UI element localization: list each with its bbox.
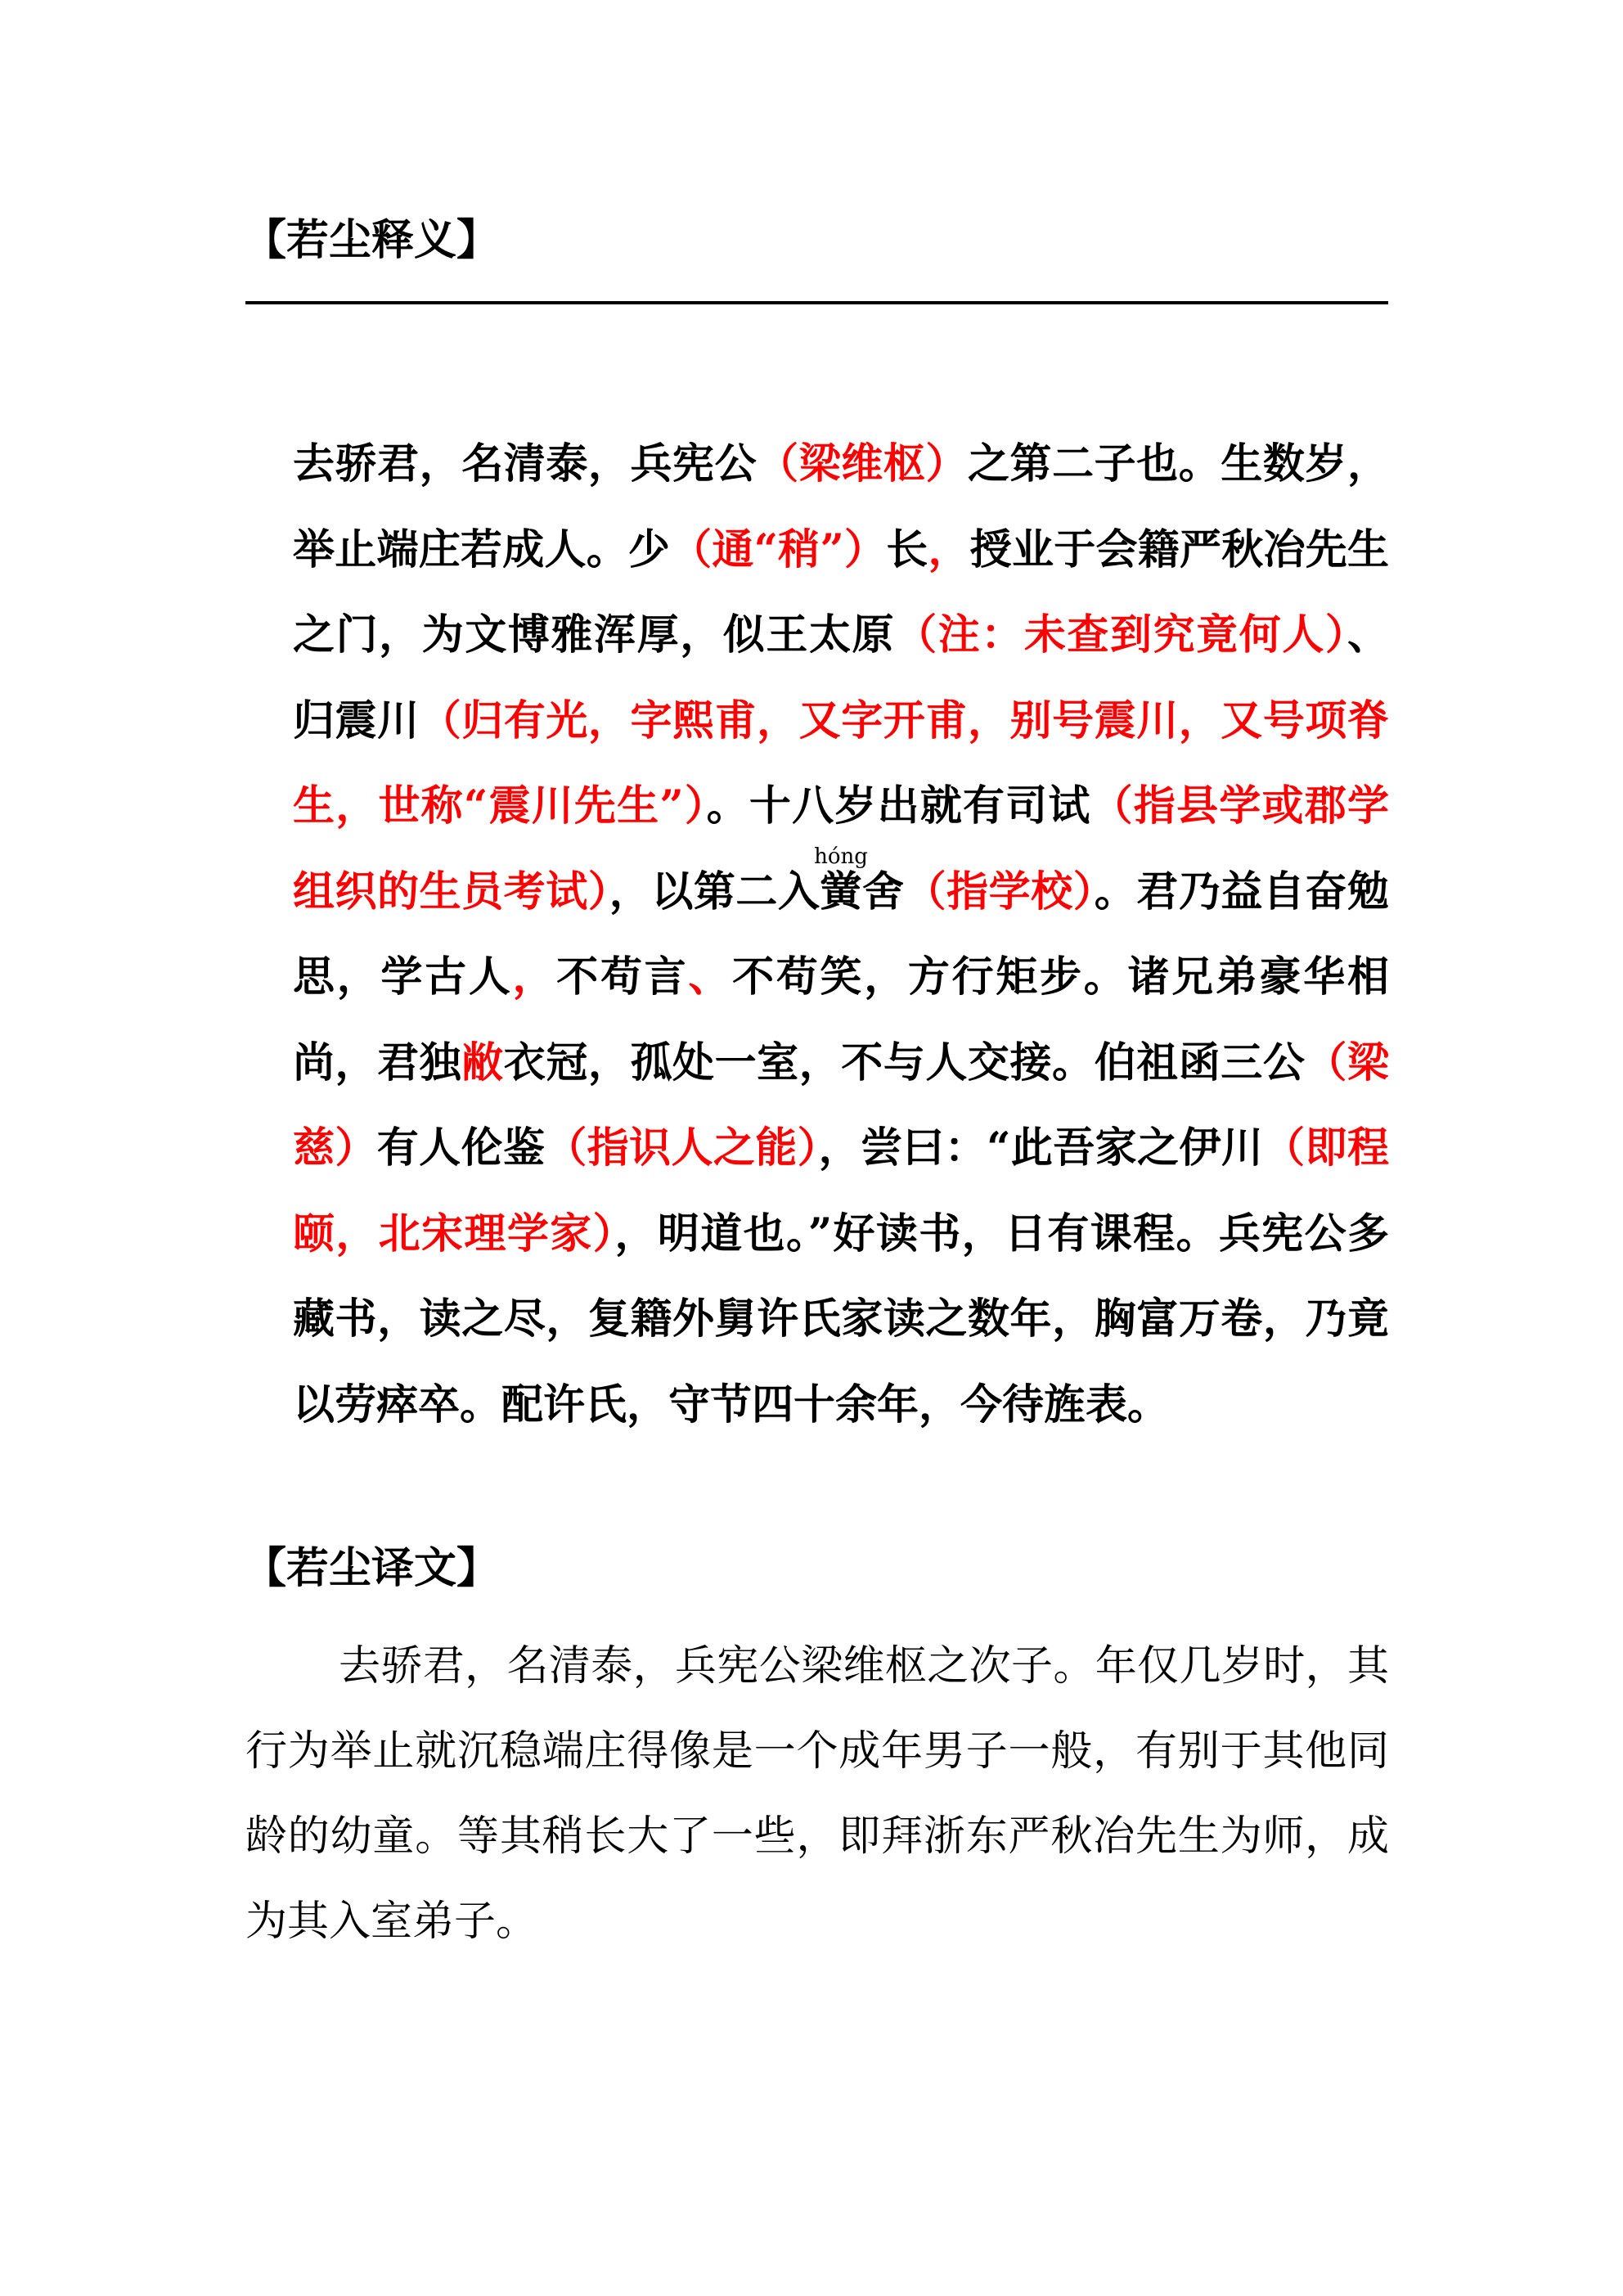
annotation-text: 敝 [461, 1038, 504, 1087]
horizontal-rule [245, 301, 1388, 304]
annotation-text: （即程颐，北宋理学家） [293, 1123, 1389, 1258]
section-heading-shiyi: 【若尘释义】 [244, 215, 500, 265]
original-text-run: 有人伦鉴 [376, 1123, 546, 1173]
annotation-text: （指识人之能） [545, 1123, 819, 1173]
annotation-text: （注：未查到究竟何人） [895, 610, 1347, 660]
annotation-text: ， [512, 952, 557, 1002]
original-text-run: 不苟笑，方行矩步。诸兄弟豪华相尚，君独 [293, 952, 1389, 1087]
original-text-run: 之第二子也。生数岁，举止端庄若成人。少 [293, 439, 1389, 574]
annotation-text: （归有光，字熙甫，又字开甫，别号震川，又号项脊生，世称“震川先生”） [293, 696, 1389, 831]
annotation-text: （指县学或郡学组织的生员考试） [293, 781, 1389, 916]
original-text-paragraph [293, 421, 1389, 1447]
translation-paragraph: 去骄君，名清泰，兵宪公梁维枢之次子。年仅几岁时，其行为举止就沉稳端庄得像是一个成年男子一般，有别于其他同龄的幼童。等其稍长大了一些，即拜浙东严秋冶先生为师，成为其入室弟子。 [245, 1642, 1389, 1946]
annotation-text: （通“稍”） [670, 524, 887, 574]
original-text-run: 去骄君，名清泰，兵宪公 [293, 439, 758, 488]
original-text-run: 不苟言 [556, 952, 689, 1002]
original-text-run: 舍 [861, 867, 905, 916]
original-text-run: 。十八岁出就有司试 [706, 781, 1091, 831]
original-text-run: 衣冠，孤处一室，不与人交接。伯祖函三公 [503, 1038, 1306, 1087]
original-text-run: ，尝曰：“此吾家之伊川 [818, 1123, 1264, 1173]
original-text-run: ，明道也。”好读书，日有课程。兵宪公多藏书，读之尽，复籍外舅许氏家读之数年，胸富万卷，乃竟以劳瘁卒。配许氏，守节四十余年，今待旌表。 [293, 1209, 1389, 1429]
ruby-pinyin: hóng [814, 844, 868, 869]
annotation-text: （指学校） [904, 867, 1095, 916]
original-text-run: 。君乃益自奋勉思，学古人 [293, 867, 1389, 1002]
original-text-run: 长 [886, 524, 928, 574]
original-text-run: 授业于会籍严秋冶先生之门，为文博雅浑厚，似王太原 [293, 524, 1389, 660]
ruby-base: 黉 [814, 867, 868, 916]
annotation-text: 、 [688, 952, 733, 1002]
annotation-text: （梁慈） [293, 1038, 1389, 1173]
annotation-text: ， [928, 524, 970, 574]
section-heading-yiwen: 【若尘译文】 [244, 1543, 500, 1593]
ruby-character [814, 844, 868, 916]
annotation-text: （梁维枢） [757, 439, 968, 488]
original-text-run: 、归震川 [293, 610, 1389, 745]
original-text-run: ，以第二入 [609, 867, 820, 916]
